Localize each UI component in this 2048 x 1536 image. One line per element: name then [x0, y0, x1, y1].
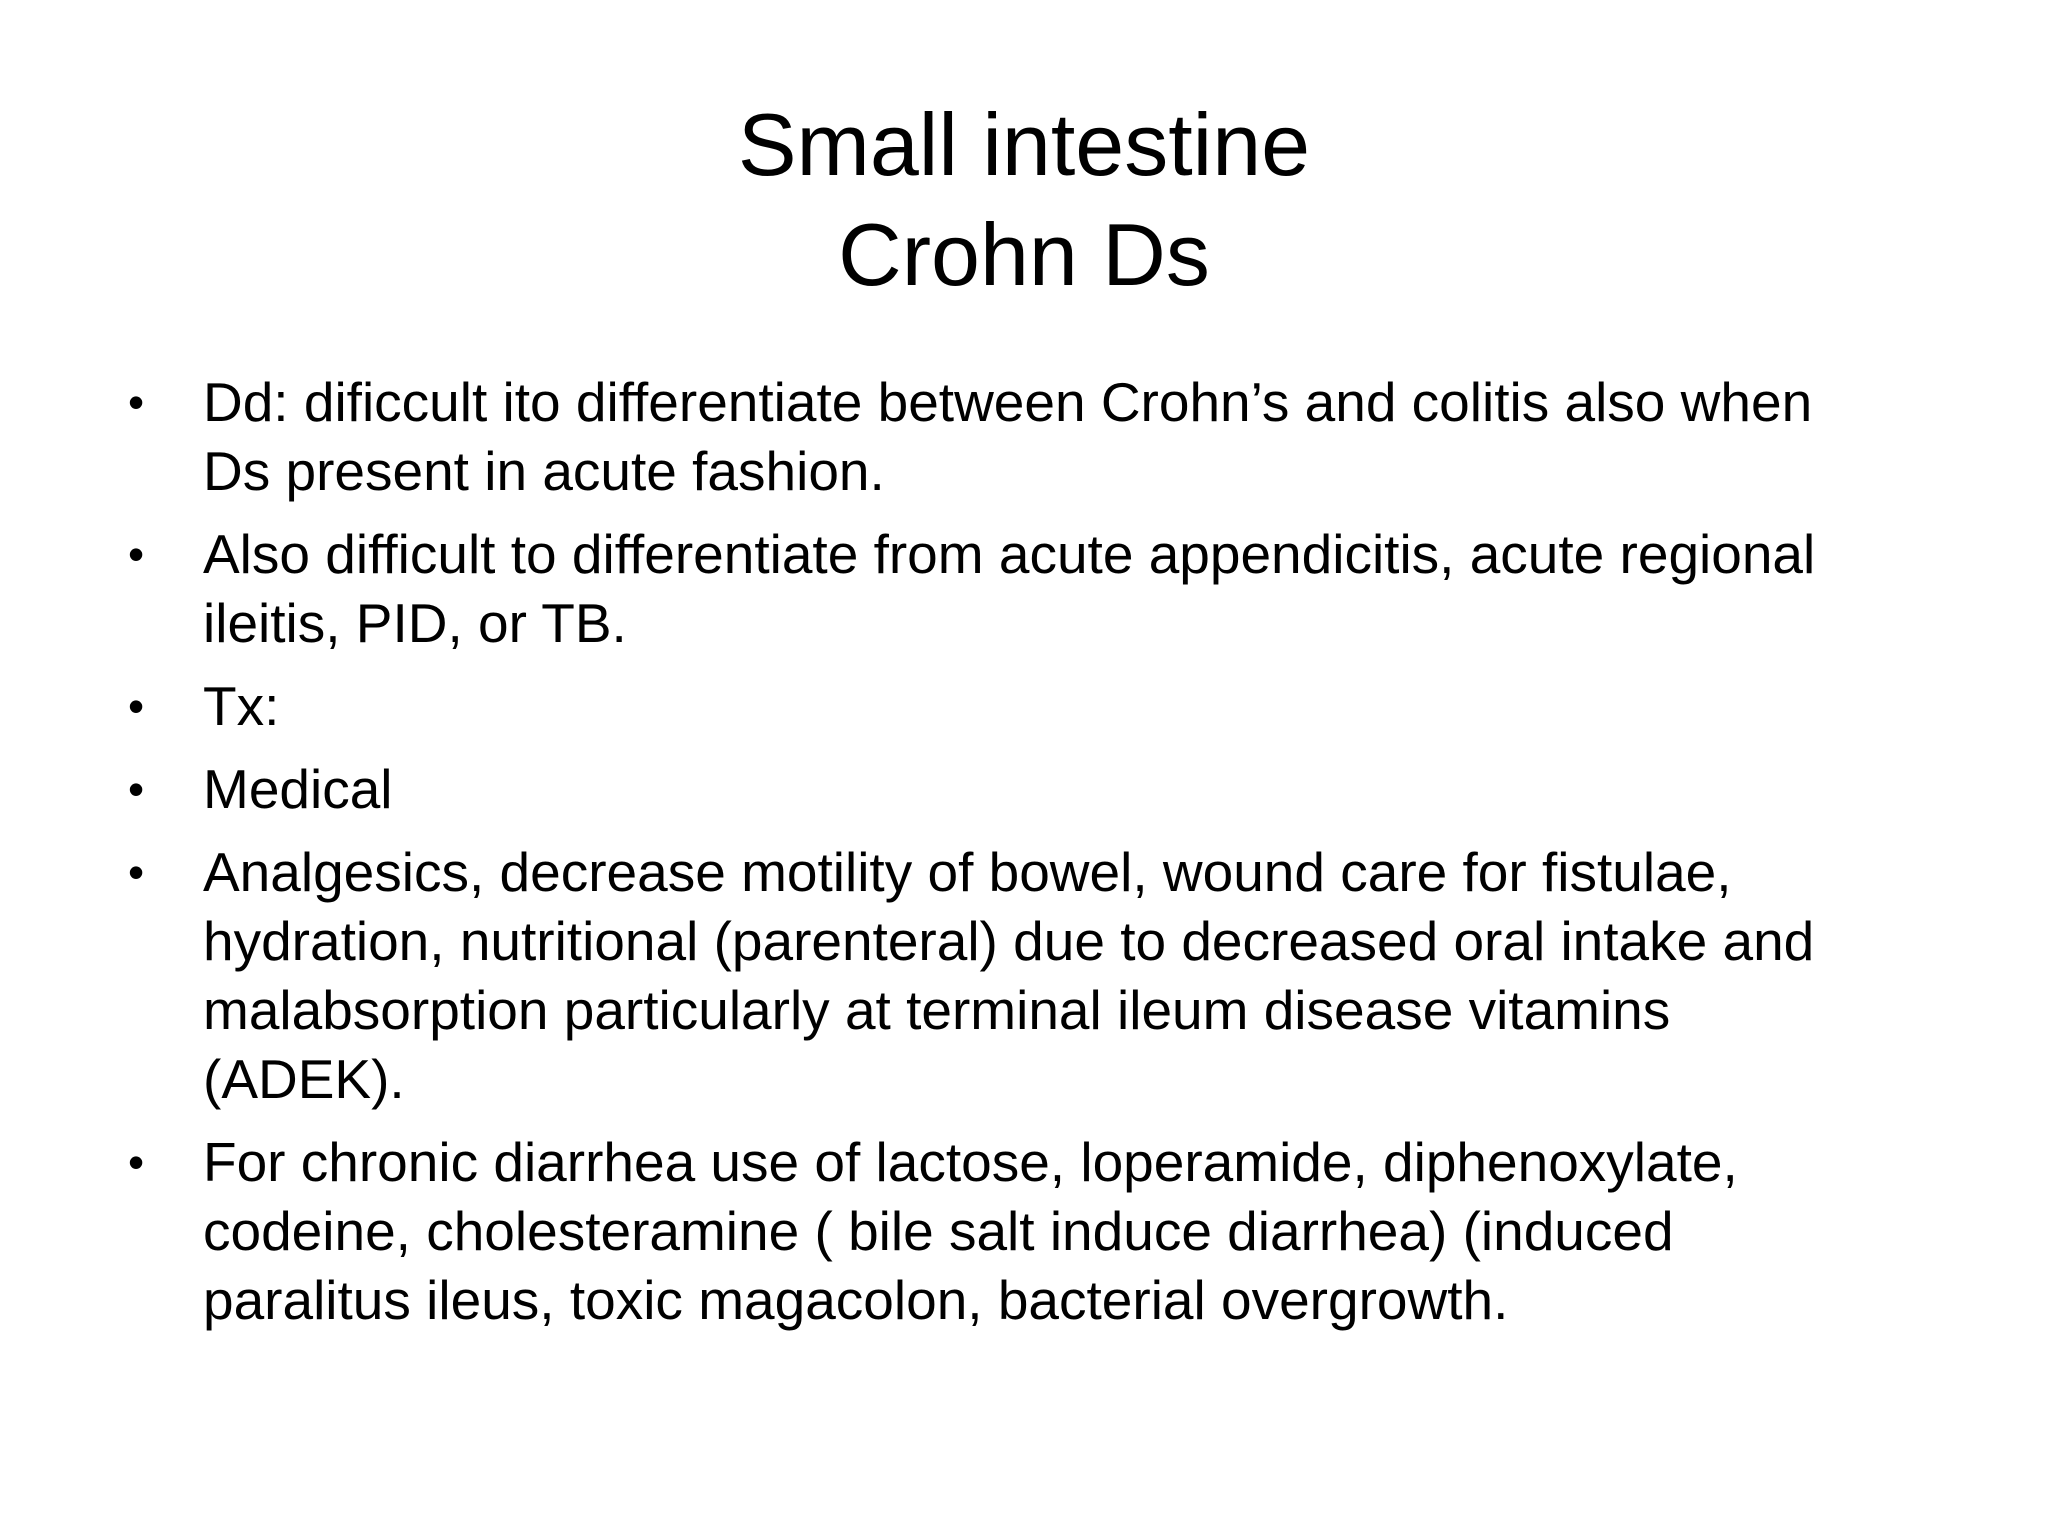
slide-title: [0, 90, 2048, 310]
bullet-list: [0, 368, 2048, 1349]
bullet-icon: •: [128, 846, 145, 898]
title-line-2: Crohn Ds: [838, 205, 1210, 304]
bullet-text: For chronic diarrhea use of lactose, loperamide, diphenoxylate, codeine, cholesteramine ( bile salt induce diarrhea) (induced paralitus ileus, toxic magacolon, bacterial overgrowth.: [203, 1131, 1738, 1331]
bullet-text: Dd: dificcult ito differentiate between Crohn’s and colitis also when Ds present in acute fashion.: [203, 371, 1813, 502]
bullet-item-analgesics: [0, 838, 2048, 1114]
bullet-icon: •: [128, 528, 145, 580]
bullet-icon: •: [128, 376, 145, 428]
bullet-icon: •: [128, 763, 145, 815]
bullet-text: Also difficult to differentiate from acute appendicitis, acute regional ileitis, PID, or TB.: [203, 523, 1816, 654]
bullet-item-differential: [0, 368, 2048, 506]
bullet-text: Medical: [203, 758, 393, 820]
bullet-icon: •: [128, 680, 145, 732]
bullet-item-tx: [0, 672, 2048, 741]
title-line-1: Small intestine: [737, 95, 1311, 194]
bullet-item-differential-2: [0, 520, 2048, 658]
bullet-icon: •: [128, 1136, 145, 1188]
bullet-item-chronic-diarrhea: [0, 1128, 2048, 1335]
bullet-text: Tx:: [203, 675, 280, 737]
bullet-text: Analgesics, decrease motility of bowel, wound care for fistulae, hydration, nutritional (parenteral) due to decreased oral intake and malabsorption particularly at terminal ileum disease vitamins (ADEK).: [203, 841, 1815, 1110]
bullet-item-medical: [0, 755, 2048, 824]
